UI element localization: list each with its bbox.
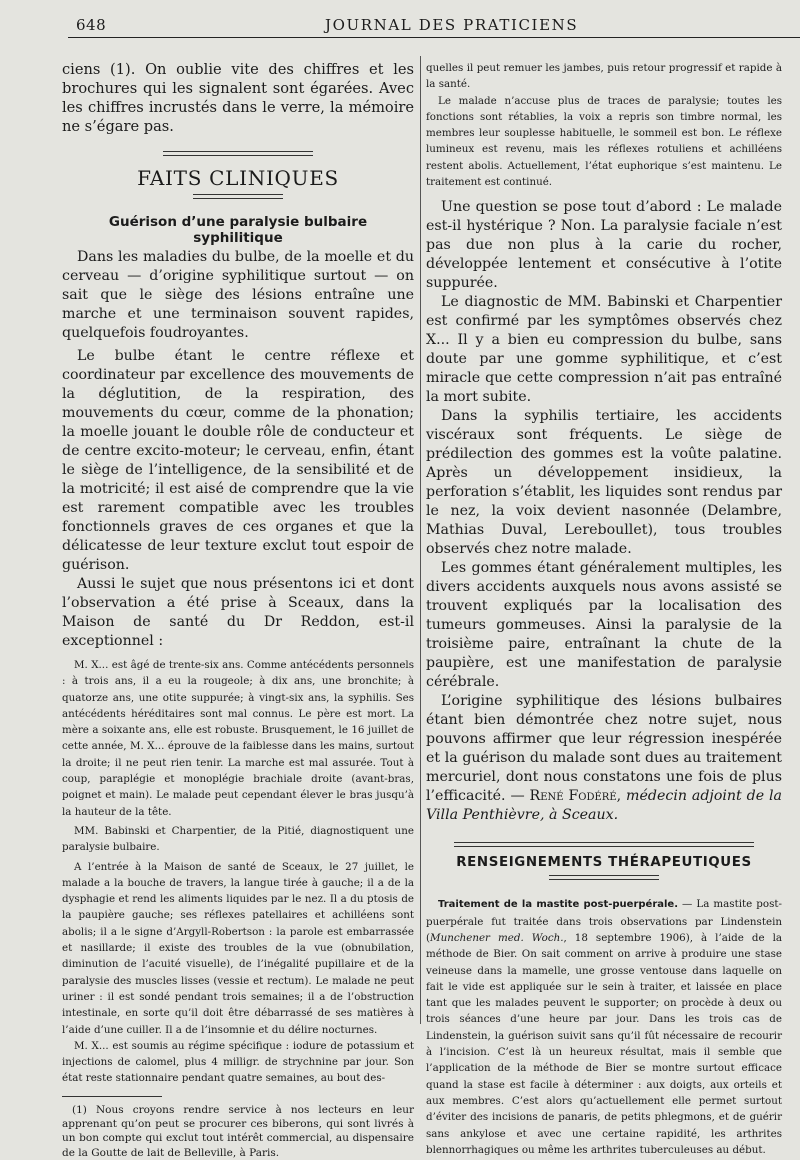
- therapeutic-lead: Traitement de la mastite post-puerpérale.: [438, 899, 679, 911]
- footnote: (1) Nous croyons rendre service à nos lecteurs en leur apprenant qu’on peut se procurer ces biberons, qui sont livrés à un bon compte qui exclut tout intérêt commercial, au dispensaire de la Goutte de lait de Belleville, à Paris.: [62, 1103, 414, 1159]
- observation-paragraph: Le malade n’accuse plus de traces de paralysie; toutes les fonctions sont rétablies, la voix a repris son timbre normal, les membres leur souplesse habituelle, le sommeil est bon. Le réflexe lumineux est revenu, mais les réflexes rotuliens et achilléens restent abolis. Actuellement, l’état euphorique s’est maintenu. Le traitement est continué.: [426, 94, 782, 189]
- article-title: Guérison d’une paralysie bulbaire syphilitique: [108, 214, 368, 246]
- observation-paragraph: A l’entrée à la Maison de santé de Sceaux, le 27 juillet, le malade a la bouche de travers, la langue tirée à gauche; il a de la dysphagie et rend les aliments liquides par le nez. Il a du ptosis de la paupière gauche; ses réflexes patellaires et achilléens sont abolis; il a le signe d’Argyll-Robertson : la parole est embarrassée et nasillarde; il existe des troubles de la vue (obnubilation, diminution de l’acuité visuelle), de l’inégalité pupillaire et de la paralysie des muscles lisses (vessie et rectum). Le malade ne peut uriner : il est sondé pendant trois semaines; il a de l’obstruction intestinale, en sorte qu’il doit être débarrassé de ses matières à l’aide d’une cuiller. Il a de l’insomnie et du délire nocturnes.: [62, 860, 414, 1036]
- observation-paragraph: MM. Babinski et Charpentier, de la Pitié, diagnostiquent une paralysie bulbaire.: [62, 824, 414, 854]
- observation-paragraph: quelles il peut remuer les jambes, puis retour progressif et rapide à la santé.: [426, 62, 782, 91]
- paragraph: [426, 692, 782, 825]
- page-number: 648: [76, 16, 107, 34]
- right-column: [426, 60, 782, 1158]
- paragraph: Le bulbe étant le centre réflexe et coordinateur par excellence des mouvements de la déglutition, de la respiration, des mouvements du cœur, comme de la phonation; la moelle jouant le double rôle de conducteur et de centre excito-moteur; le cerveau, enfin, étant le siège de l’intelligence, de la sensibilité et de la motricité; il est aisé de comprendre que la vie est rarement compatible avec les troubles fonctionnels graves de ces organes et que la délicatesse de leur texture exclut tout espoir de guérison.: [62, 348, 414, 573]
- observation-paragraph: M. X... est âgé de trente-six ans. Comme antécédents personnels : à trois ans, il a eu la rougeole; à dix ans, une bronchite; à quatorze ans, une otite suppurée; à vingt-six ans, la syphilis. Ses antécédents héréditaires sont mal connus. Le père est mort. La mère a soixante ans, elle est robuste. Brusquement, le 16 juillet de cette année, M. X... éprouve de la faiblesse dans les mains, surtout la droite; il ne peut rien tenir. La marche est mal assurée. Tout à coup, paraplégie et monoplégie brachiale droite (avant-bras, poignet et main). Le malade peut cependant élever le bras jusqu’à la hauteur de la tête.: [62, 659, 414, 818]
- therapeutic-text: — La mastite post-puerpérale fut traitée dans trois observations par Lindenstein (: [426, 898, 782, 944]
- running-head: [0, 0, 800, 40]
- section-rule: [193, 194, 283, 199]
- therapeutic-text: , 18 septembre 1906), à l’aide de la méthode de Bier. On sait comment on arrive à produire une stase veineuse dans la mamelle, une grosse ventouse dans laquelle on fait le vide est appliquée sur le sein à traiter, et laissée en place tant que les malades peuvent le supporter; on procède à deux ou trois séances d’une heure par jour. Dans les trois cas de Lindenstein, la guérison suivit sans qu’il fût nécessaire de recourir à l’incision. C’est là un heureux résultat, mais il semble que l’application de la méthode de Bier se montre surtout efficace quand la stase est facile à déterminer : aux doigts, aux orteils et aux membres. C’est alors qu’actuellement elle permet surtout d’éviter des incisions de panaris, de petits phlegmons, et de guérir sans ankylose et avec une certaine rapidité, les arthrites blennorrhagiques ou même les arthrites tuberculeuses au début.: [426, 931, 782, 1156]
- paragraph: Les gommes étant généralement multiples, les divers accidents auxquels nous avons assisté se trouvent expliqués par la localisation des tumeurs gommeuses. Ainsi la paralysie de la troisième paire, entraînant la chute de la paupière, est une manifestation de paralysie cérébrale.: [426, 560, 782, 691]
- paragraph: Aussi le sujet que nous présentons ici et dont l’observation a été prise à Sceaux, dans la Maison de santé du Dr Reddon, est-il exceptionnel :: [62, 576, 414, 649]
- paragraph: Dans les maladies du bulbe, de la moelle et du cerveau — d’origine syphilitique surtout — on sait que le siège des lésions entraîne une marche et une terminaison souvent rapides, quelquefois foudroyantes.: [62, 249, 414, 341]
- author-role: médecin adjoint de la Villa Penthièvre, à Sceaux.: [426, 788, 782, 824]
- journal-title: JOURNAL DES PRATICIENS: [325, 16, 579, 34]
- column-divider: [420, 56, 421, 1024]
- journal-citation: Munchener med. Woch.: [430, 931, 564, 944]
- footnote-rule: [62, 1096, 162, 1097]
- section-title-renseignements: RENSEIGNEMENTS THÉRAPEUTIQUES: [456, 855, 752, 871]
- paragraph-text: L’origine syphilitique des lésions bulbaires étant bien démontrée chez notre sujet, nous pouvons affirmer que leur régression inespérée et la guérison du malade sont dues au traitement mercuriel, dont nous constatons une fois de plus l’efficacité. —: [426, 693, 782, 805]
- section-title-faits-cliniques: FAITS CLINIQUES: [137, 166, 339, 190]
- section-rule: [549, 875, 659, 880]
- left-column: [62, 60, 414, 1160]
- section-rule: [454, 842, 754, 847]
- section-rule: [163, 151, 313, 156]
- header-rule: [68, 37, 800, 38]
- author-name: René Fodéré,: [529, 788, 622, 805]
- observation-paragraph: M. X... est soumis au régime spécifique : iodure de potassium et injections de calomel, plus 4 milligr. de strychnine par jour. Son état reste stationnaire pendant quatre semaines, au bout des-: [62, 1039, 414, 1085]
- paragraph: Le diagnostic de MM. Babinski et Charpentier est confirmé par les symptômes observés chez X... Il y a bien eu compression du bulbe, sans doute par une gomme syphilitique, et c’est miracle que cette compression n’ait pas entraîné la mort subite.: [426, 294, 782, 406]
- paragraph: Dans la syphilis tertiaire, les accidents viscéraux sont fréquents. Le siège de prédilection des gommes est la voûte palatine. Après un développement insidieux, la perforation s’établit, les liquides sont rendus par le nez, la voix devient nasonnée (Delambre, Mathias Duval, Lereboullet), tous troubles observés chez notre malade.: [426, 408, 782, 558]
- therapeutic-paragraph: [426, 896, 782, 1158]
- paragraph: Une question se pose tout d’abord : Le malade est-il hystérique ? Non. La paralysie faciale n’est pas due non plus à la carie du rocher, développée lentement et consécutive à l’otite suppurée.: [426, 199, 782, 292]
- intro-paragraph: ciens (1). On oublie vite des chiffres et les brochures qui les signalent sont égarées. Avec les chiffres incrustés dans le verre, la mémoire ne s’égare pas.: [62, 61, 414, 135]
